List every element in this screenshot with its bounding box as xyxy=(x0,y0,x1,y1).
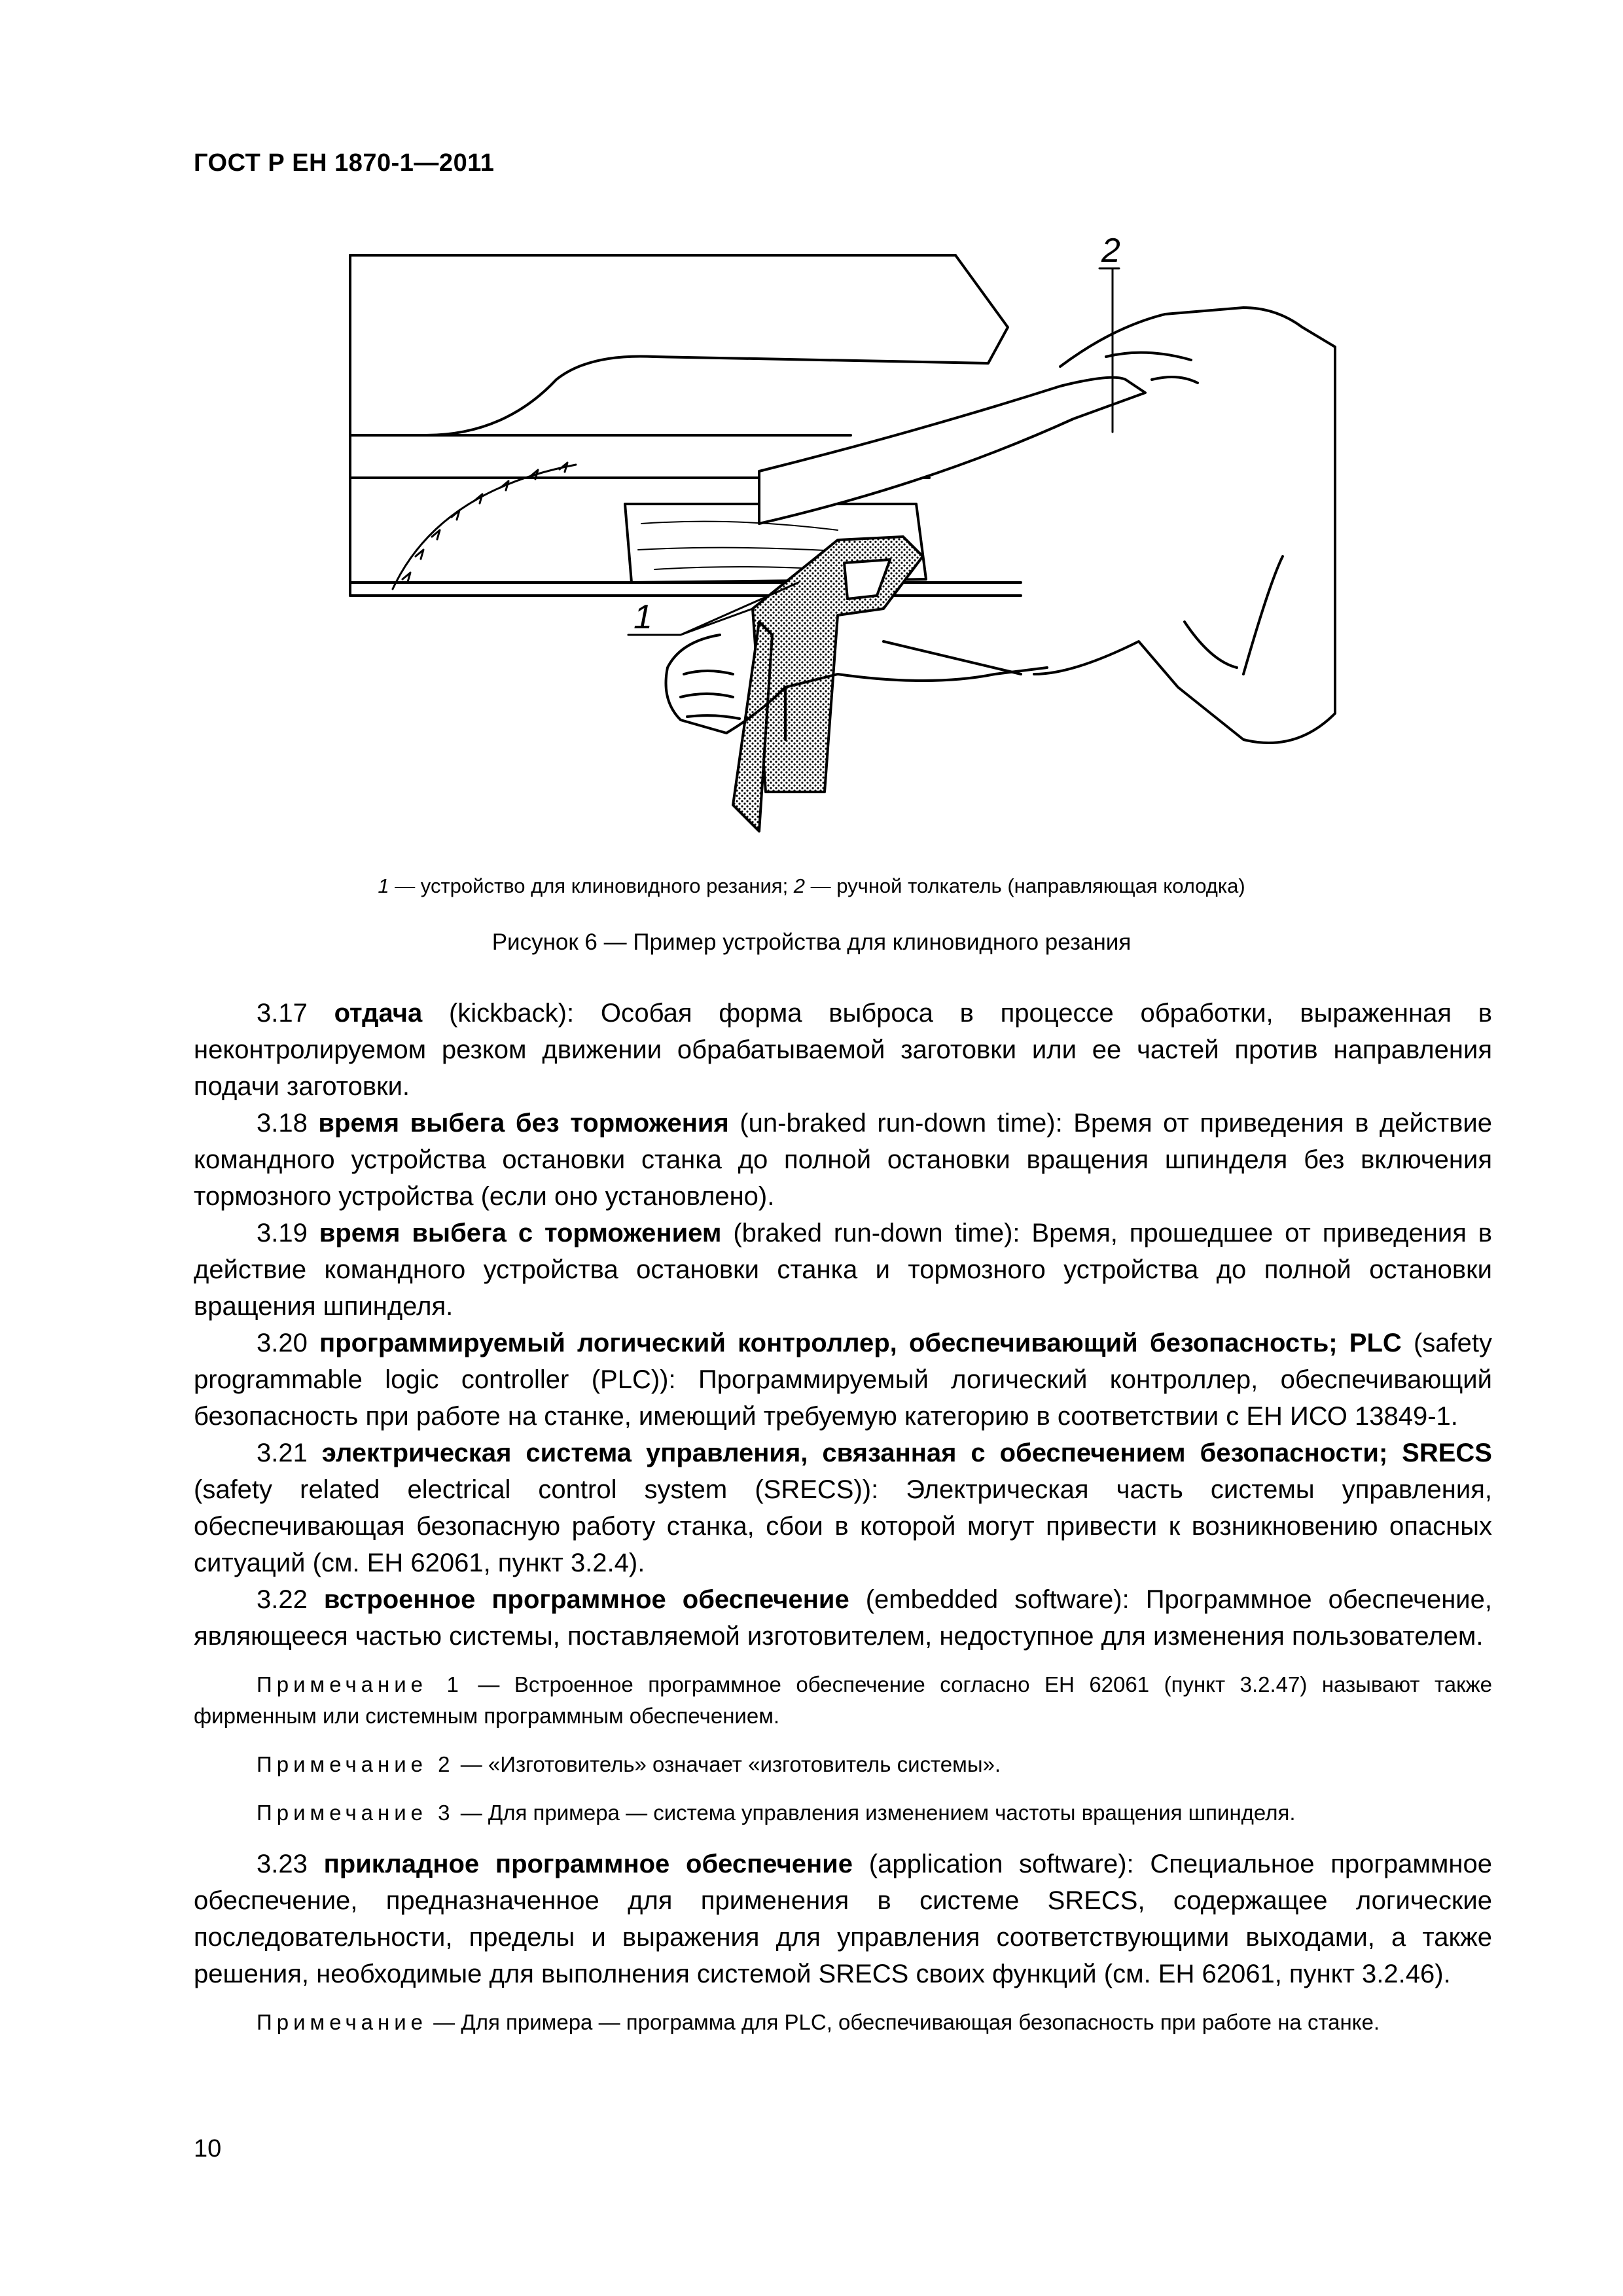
paragraph-3-18 xyxy=(194,1105,1492,1215)
figure-caption: Рисунок 6 — Пример устройства для клиновидного резания xyxy=(491,929,1132,955)
legend-number-1: 1 xyxy=(378,874,389,897)
definition: (kickback): Особая форма выброса в процессе обработки, выраженная в неконтролируемом резком движении обрабатываемой заготовки или ее частей против направления подачи заготовки. xyxy=(194,999,1493,1101)
definition: (safety programmable logic controller (PLC)): Программируемый логический контроллер, обеспечивающий безопасность при работе на станке, имеющий требуемую категорию в соответствии с ЕН ИСО 13849-1. xyxy=(194,1329,1492,1431)
definition: (braked run-down time): Время, прошедшее от приведения в действие командного устройства остановки станка и тормозного устройства до полной остановки вращения шпинделя. xyxy=(194,1219,1492,1321)
legend-text-1: — устройство для клиновидного резания; xyxy=(389,874,794,897)
term: программируемый логический контроллер, обеспечивающий безопасность; PLC xyxy=(319,1329,1402,1357)
note-label: Примечание xyxy=(257,2010,428,2034)
note-3-23 xyxy=(194,2007,1492,2038)
paragraph-3-23 xyxy=(194,1846,1492,1992)
clause-number: 3.20 xyxy=(257,1329,320,1357)
legend-number-2: 2 xyxy=(793,874,806,897)
clause-number: 3.19 xyxy=(257,1219,319,1247)
note-label: Примечание 3 xyxy=(257,1801,455,1825)
note-text: — «Изготовитель» означает «изготовитель системы». xyxy=(454,1752,1001,1776)
note-text: — Для примера — система управления изменением частоты вращения шпинделя. xyxy=(454,1801,1296,1825)
definition: (embedded software): Программное обеспечение, являющееся частью системы, поставляемой изготовителем, недоступное для изменения пользователем. xyxy=(194,1585,1492,1651)
paragraph-3-20 xyxy=(194,1325,1492,1435)
paragraph-3-22 xyxy=(194,1581,1492,1655)
note-3-22-3 xyxy=(194,1797,1492,1829)
term: отдача xyxy=(334,999,423,1028)
document-header: ГОСТ Р ЕН 1870-1—2011 xyxy=(194,149,495,177)
paragraph-3-21 xyxy=(194,1435,1492,1581)
clause-number: 3.21 xyxy=(257,1439,322,1467)
figure-legend xyxy=(0,874,1623,898)
note-label: Примечание 2 xyxy=(257,1752,455,1776)
term: электрическая система управления, связанная с обеспечением безопасности; SRECS xyxy=(321,1439,1492,1467)
paragraph-3-17 xyxy=(194,995,1492,1105)
clause-number: 3.23 xyxy=(257,1850,324,1878)
callout-1-label: 1 xyxy=(633,598,652,636)
body-text xyxy=(194,995,1492,2055)
callout-2-label: 2 xyxy=(1101,232,1120,270)
clause-number: 3.17 xyxy=(257,999,334,1028)
clause-number: 3.18 xyxy=(257,1109,319,1138)
term: встроенное программное обеспечение xyxy=(323,1585,849,1614)
note-3-22-1 xyxy=(194,1669,1492,1732)
note-text: — Встроенное программное обеспечение согласно ЕН 62061 (пункт 3.2.47) называют также фирменным или системным программным обеспечением. xyxy=(194,1672,1493,1728)
note-text: — Для примера — программа для PLC, обеспечивающая безопасность при работе на станке. xyxy=(427,2010,1380,2034)
figure-6-illustration xyxy=(340,216,1374,870)
page-number: 10 xyxy=(194,2135,222,2162)
term: прикладное программное обеспечение xyxy=(323,1850,853,1878)
definition: (un-braked run-down time): Время от приведения в действие командного устройства остановки станка до полной остановки вращения шпинделя без включения тормозного устройства (если оно установлено). xyxy=(194,1109,1493,1211)
note-3-22-2 xyxy=(194,1749,1492,1780)
term: время выбега без торможения xyxy=(318,1109,729,1138)
definition: (application software): Специальное программное обеспечение, предназначенное для применения в системе SRECS, содержащее логические последовательности, пределы и выражения для управления соответствующими выходами, а также решения, необходимые для выполнения системой SRECS своих функций (см. ЕН 62061, пункт 3.2.46). xyxy=(194,1850,1493,1988)
legend-text-2: — ручной толкатель (направляющая колодка) xyxy=(805,874,1245,897)
clause-number: 3.22 xyxy=(257,1585,324,1614)
note-label: Примечание 1 xyxy=(257,1672,463,1696)
term: время выбега с торможением xyxy=(319,1219,722,1247)
definition: (safety related electrical control system (SRECS)): Электрическая часть системы управления, обеспечивающая безопасную работу станка, сбои в которой могут привести к возникновению опасных ситуаций (см. ЕН 62061, пункт 3.2.4). xyxy=(194,1475,1492,1577)
paragraph-3-19 xyxy=(194,1215,1492,1325)
